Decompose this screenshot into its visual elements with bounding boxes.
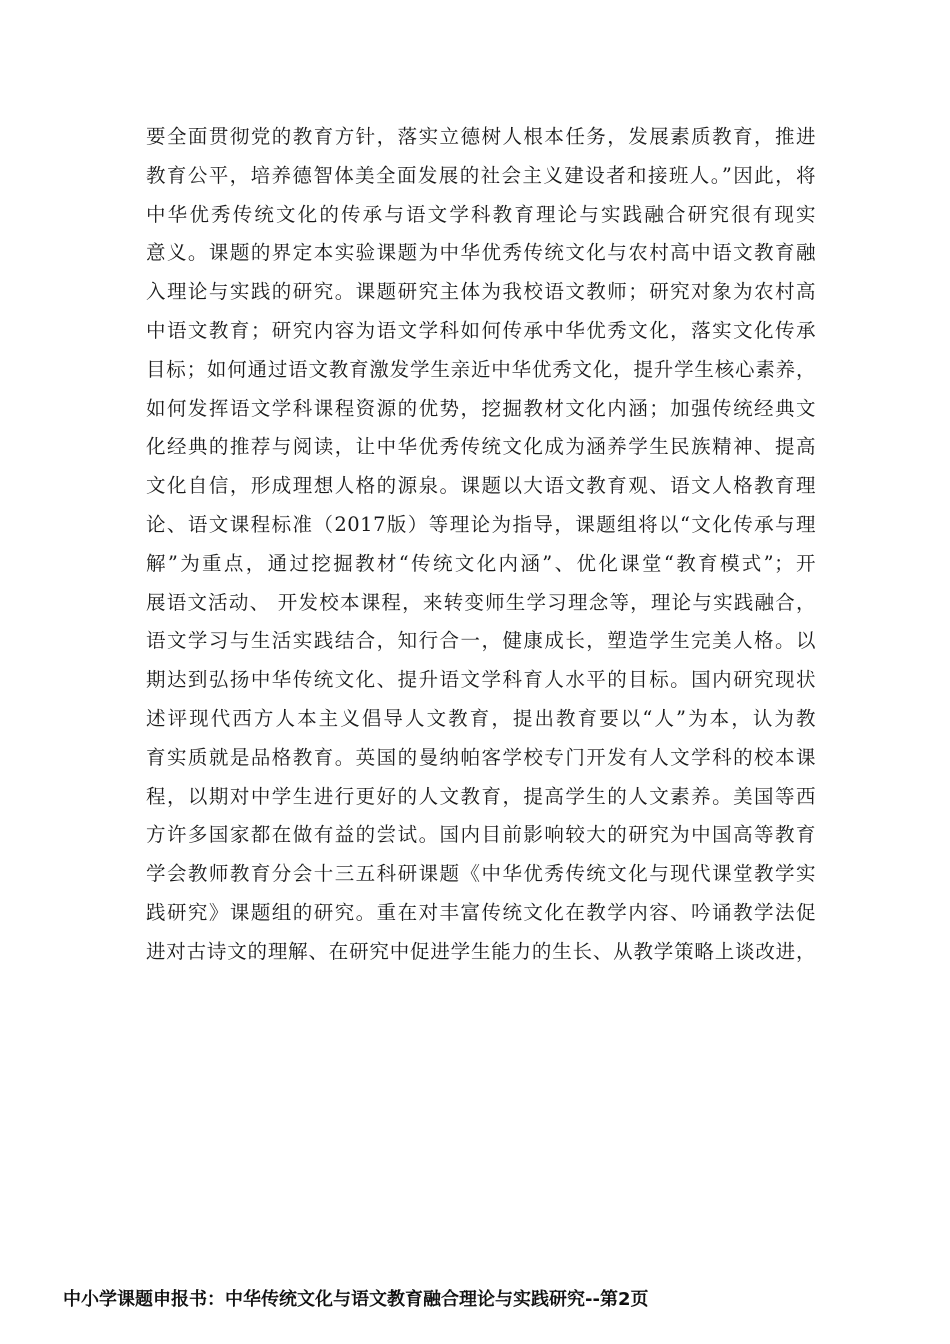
body-line: 要全面贯彻党的教育方针，落实立德树人根本任务，发展素质教育，推进 (146, 125, 816, 148)
body-line: 意义。课题的界定本实验课题为中华优秀传统文化与农村高中语文教育融 (146, 241, 816, 265)
page-footer: 中小学课题申报书：中华传统文化与语文教育融合理论与实践研究--第2页 (63, 1289, 649, 1310)
body-line: 中华优秀传统文化的传承与语文学科教育理论与实践融合研究很有现实 (146, 202, 816, 226)
body-line: 目标；如何通过语文教育激发学生亲近中华优秀文化，提升学生核心素养， (146, 357, 816, 381)
body-line: 育实质就是品格教育。英国的曼纳帕客学校专门开发有人文学科的校本课 (146, 745, 816, 769)
body-line: 践研究》课题组的研究。重在对丰富传统文化在教学内容、吟诵教学法促 (146, 900, 816, 924)
body-line: 进对古诗文的理解、在研究中促进学生能力的生长、从教学策略上谈改进， (146, 939, 816, 963)
body-line: 期达到弘扬中华传统文化、提升语文学科育人水平的目标。国内研究现状 (146, 668, 816, 692)
body-line: 语文学习与生活实践结合，知行合一，健康成长，塑造学生完美人格。以 (146, 629, 816, 653)
body-text (146, 118, 816, 972)
body-line: 学会教师教育分会十三五科研课题《中华优秀传统文化与现代课堂教学实 (146, 862, 816, 886)
body-line: 程，以期对中学生进行更好的人文教育，提高学生的人文素养。美国等西 (146, 784, 816, 808)
body-line: 展语文活动、 开发校本课程，来转变师生学习理念等，理论与实践融合， (146, 590, 816, 614)
body-line: 中语文教育；研究内容为语文学科如何传承中华优秀文化，落实文化传承 (146, 318, 816, 342)
body-line: 教育公平，培养德智体美全面发展的社会主义建设者和接班人。”因此，将 (146, 163, 816, 187)
body-line: 化经典的推荐与阅读，让中华优秀传统文化成为涵养学生民族精神、提高 (146, 435, 816, 459)
body-line: 方许多国家都在做有益的尝试。国内目前影响较大的研究为中国高等教育 (146, 823, 816, 847)
body-line: 论、语文课程标准（2017版）等理论为指导，课题组将以“文化传承与理 (146, 512, 816, 536)
body-line: 解”为重点，通过挖掘教材“传统文化内涵”、优化课堂“教育模式”；开 (146, 551, 816, 575)
body-line: 述评现代西方人本主义倡导人文教育，提出教育要以“人”为本，认为教 (146, 706, 816, 730)
body-line: 文化自信，形成理想人格的源泉。课题以大语文教育观、语文人格教育理 (146, 474, 816, 498)
body-line: 入理论与实践的研究。课题研究主体为我校语文教师；研究对象为农村高 (146, 280, 816, 304)
body-line: 如何发挥语文学科课程资源的优势，挖掘教材文化内涵；加强传统经典文 (146, 396, 816, 420)
